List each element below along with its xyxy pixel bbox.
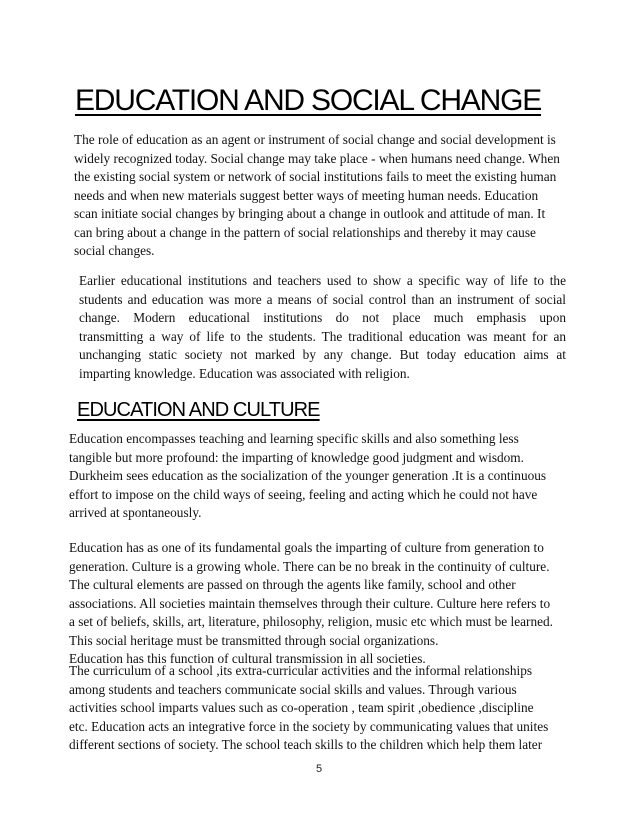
text-line: widely recognized today. Social change may take place - when humans need change. When [74, 150, 560, 166]
text-line: The role of education as an agent or instrument of social change and social development is [74, 132, 556, 147]
text-line: The cultural elements are passed on through the agents like family, school and other [69, 577, 516, 592]
text-line: the existing social system or network of social institutions fails to meet the existing human [74, 169, 557, 184]
page-title: EDUCATION AND SOCIAL CHANGE [75, 84, 542, 117]
paragraph-cultural-transmission [69, 539, 579, 669]
section-heading-culture: EDUCATION AND CULTURE [77, 399, 320, 421]
paragraph-education-encompasses [69, 430, 547, 523]
text-line: Durkheim sees education as the socialization of the younger generation .It is a continuous [69, 468, 547, 483]
text-line: activities school imparts values such as co-operation , team spirit ,obedience ,discipline [69, 700, 534, 715]
text-line: needs and when new materials suggest better ways of meeting human needs. Education [74, 187, 539, 203]
paragraph-social-change-intro [74, 131, 574, 261]
text-line: tangible but more profound: the imparting of knowledge good judgment and wisdom. [69, 449, 524, 465]
page-number: 5 [315, 763, 323, 775]
text-line: Education has this function of cultural transmission in all societies. [69, 651, 426, 666]
text-line: social changes. [74, 243, 155, 258]
text-line: a set of beliefs, skills, art, literature, philosophy, religion, music etc which must be learned. [69, 614, 553, 629]
text-line: etc. Education acts an integrative force in the society by communicating values that unites [69, 718, 549, 734]
text-line: effort to impose on the child ways of seeing, feeling and acting which he could not have [69, 486, 538, 502]
text-line: Earlier educational institutions and teachers used to show a specific way of life to the [79, 273, 566, 288]
text-line: imparting knowledge. Education was associated with religion. [79, 365, 410, 381]
text-line: This social heritage must be transmitted through social organizations. [69, 632, 439, 648]
text-line: The curriculum of a school ,its extra-curricular activities and the informal relationships [69, 663, 533, 678]
text-line: students and education was more a means of social control than an instrument of social [79, 291, 566, 307]
text-line: arrived at spontaneously. [69, 505, 202, 520]
text-line: unchanging static society not marked by any change. But today education aims at [79, 347, 566, 362]
paragraph-school-curriculum [69, 662, 569, 755]
text-line: among students and teachers communicate social skills and values. Through various [69, 681, 517, 697]
text-line: generation. Culture is a growing whole. There can be no break in the continuity of culture. [69, 558, 550, 574]
text-line: associations. All societies maintain themselves through their culture. Culture here refers to [69, 595, 551, 611]
text-line: can bring about a change in the pattern of social relationships and thereby it may cause [74, 224, 536, 240]
text-line: transmitting a way of life to the students. The traditional education was meant for an [79, 328, 566, 344]
text-line: Education has as one of its fundamental goals the imparting of culture from generation to [69, 540, 544, 555]
text-line: change. Modern educational institutions do not place much emphasis upon [79, 310, 566, 325]
text-line: different sections of society. The school teach skills to the children which help them later [69, 737, 543, 752]
text-line: scan initiate social changes by bringing about a change in outlook and attitude of man. It [74, 206, 546, 221]
text-line: Education encompasses teaching and learning specific skills and also something less [69, 431, 519, 446]
paragraph-earlier-institutions [79, 272, 566, 383]
